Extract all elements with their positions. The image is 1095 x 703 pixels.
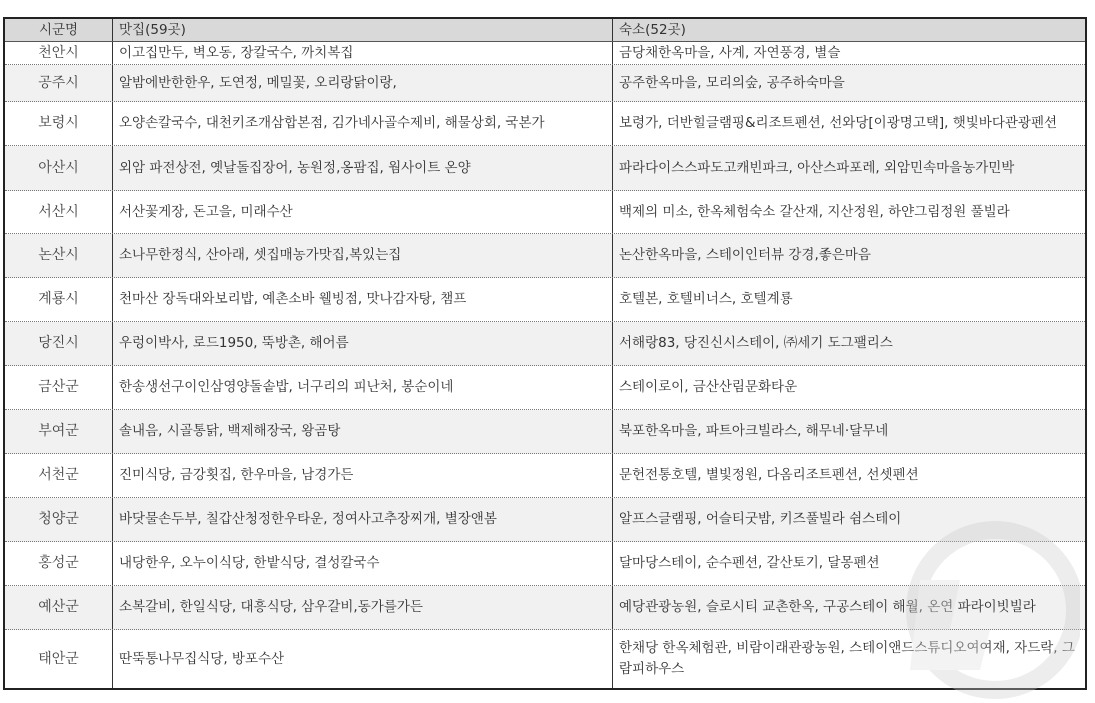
restaurants-cell: 이고집만두, 벽오동, 장칼국수, 까치복집	[113, 42, 613, 64]
table-row	[5, 234, 1085, 278]
table-row	[5, 454, 1085, 498]
restaurants-cell: 진미식당, 금강횟집, 한우마을, 남경가든	[113, 454, 613, 497]
lodging-cell: 백제의 미소, 한옥체험숙소 갈산재, 지산정원, 하얀그림정원 풀빌라	[619, 203, 1010, 220]
restaurants-cell: 서산꽃게장, 돈고을, 미래수산	[113, 191, 613, 233]
region-cell: 예산군	[5, 586, 113, 629]
table-row	[5, 278, 1085, 322]
table-row	[5, 146, 1085, 191]
region-cell: 홍성군	[5, 542, 113, 585]
restaurants-cell: 한송생선구이인삼영양돌솥밥, 너구리의 피난처, 봉순이네	[113, 366, 613, 409]
region-cell: 청양군	[5, 498, 113, 541]
table-row	[5, 586, 1085, 630]
table-row	[5, 630, 1085, 688]
region-cell: 공주시	[5, 65, 113, 101]
lodging-cell: 문헌전통호텔, 별빛정원, 다옴리조트펜션, 선셋펜션	[619, 467, 919, 483]
restaurants-cell: 바닷물손두부, 칠갑산청정한우타운, 정여사고추장찌개, 별장앤봄	[113, 498, 613, 541]
table-row	[5, 102, 1085, 146]
restaurants-cell: 소복갈비, 한일식당, 대흥식당, 삼우갈비,동가를가든	[113, 586, 613, 629]
restaurants-cell: 우렁이박사, 로드1950, 뚝방촌, 해어름	[113, 322, 613, 365]
restaurants-cell: 솔내음, 시골통닭, 백제해장국, 왕곰탕	[113, 410, 613, 453]
lodging-cell: 보령가, 더반힐글램핑&리조트펜션, 선와당[이광명고택], 햇빛바다관광펜션	[619, 115, 1058, 131]
lodging-cell: 한채당 한옥체험관, 비람이래관광농원, 스테이앤드스튜디오여여재, 자드락, 그람피하우스	[619, 640, 1075, 677]
table-row	[5, 410, 1085, 454]
lodging-cell: 파라다이스스파도고캐빈파크, 아산스파포레, 외암민속마을농가민박	[619, 159, 1015, 176]
table-row	[5, 65, 1085, 102]
lodging-cell: 공주한옥마을, 모리의숲, 공주하숙마을	[619, 74, 845, 91]
lodging-cell: 금당채한옥마을, 사계, 자연풍경, 별슬	[619, 44, 841, 61]
table-row	[5, 191, 1085, 234]
restaurants-cell: 소나무한정식, 산아래, 셋집매농가맛집,복있는집	[113, 234, 613, 277]
lodging-cell: 예당관광농원, 슬로시티 교촌한옥, 구공스테이 해월, 온연 파라이빗빌라	[619, 599, 1036, 615]
region-cell: 태안군	[5, 630, 113, 688]
restaurants-cell: 오양손칼국수, 대천키조개삼합본점, 김가네사골수제비, 해물상회, 국본가	[113, 102, 613, 145]
region-cell: 금산군	[5, 366, 113, 409]
table-row	[5, 498, 1085, 542]
lodging-cell: 스테이로이, 금산산림문화타운	[619, 379, 798, 395]
header-region: 시군명	[5, 19, 113, 41]
header-lodging: 숙소(52곳)	[619, 22, 686, 38]
lodging-cell: 논산한옥마을, 스테이인터뷰 강경,좋은마음	[619, 247, 871, 263]
region-cell: 서산시	[5, 191, 113, 233]
region-cell: 당진시	[5, 322, 113, 365]
restaurants-cell: 딴뚝통나무집식당, 방포수산	[113, 630, 613, 688]
lodging-cell: 달마당스테이, 순수펜션, 갈산토기, 달몽펜션	[619, 555, 880, 571]
table-row	[5, 366, 1085, 410]
region-cell: 천안시	[5, 42, 113, 64]
table-header-row	[5, 19, 1085, 42]
region-cell: 부여군	[5, 410, 113, 453]
restaurants-cell: 천마산 장독대와보리밥, 예촌소바 웰빙점, 맛나감자탕, 챔프	[113, 278, 613, 321]
lodging-cell: 북포한옥마을, 파트아크빌라스, 해무네·달무네	[619, 423, 889, 439]
table-row	[5, 42, 1085, 65]
region-cell: 논산시	[5, 234, 113, 277]
region-cell: 아산시	[5, 146, 113, 190]
restaurants-cell: 외암 파전상전, 옛날돌집장어, 농원정,옹팜집, 웜사이트 온양	[113, 146, 613, 190]
lodging-cell: 호텔본, 호텔비너스, 호텔계룡	[619, 291, 793, 307]
region-cell: 계룡시	[5, 278, 113, 321]
region-cell: 보령시	[5, 102, 113, 145]
table-row	[5, 322, 1085, 366]
lodging-cell: 서해랑83, 당진신시스테이, ㈜세기 도그팰리스	[619, 335, 893, 351]
restaurants-cell: 내당한우, 오누이식당, 한밭식당, 결성칼국수	[113, 542, 613, 585]
restaurants-cell: 알밤에반한한우, 도연정, 메밀꽃, 오리랑닭이랑,	[113, 65, 613, 101]
region-listing-table	[3, 17, 1087, 690]
region-cell: 서천군	[5, 454, 113, 497]
lodging-cell: 알프스글램핑, 어슬티굿밤, 키즈풀빌라 쉼스테이	[619, 511, 902, 527]
table-row	[5, 542, 1085, 586]
header-restaurants: 맛집(59곳)	[113, 19, 613, 41]
